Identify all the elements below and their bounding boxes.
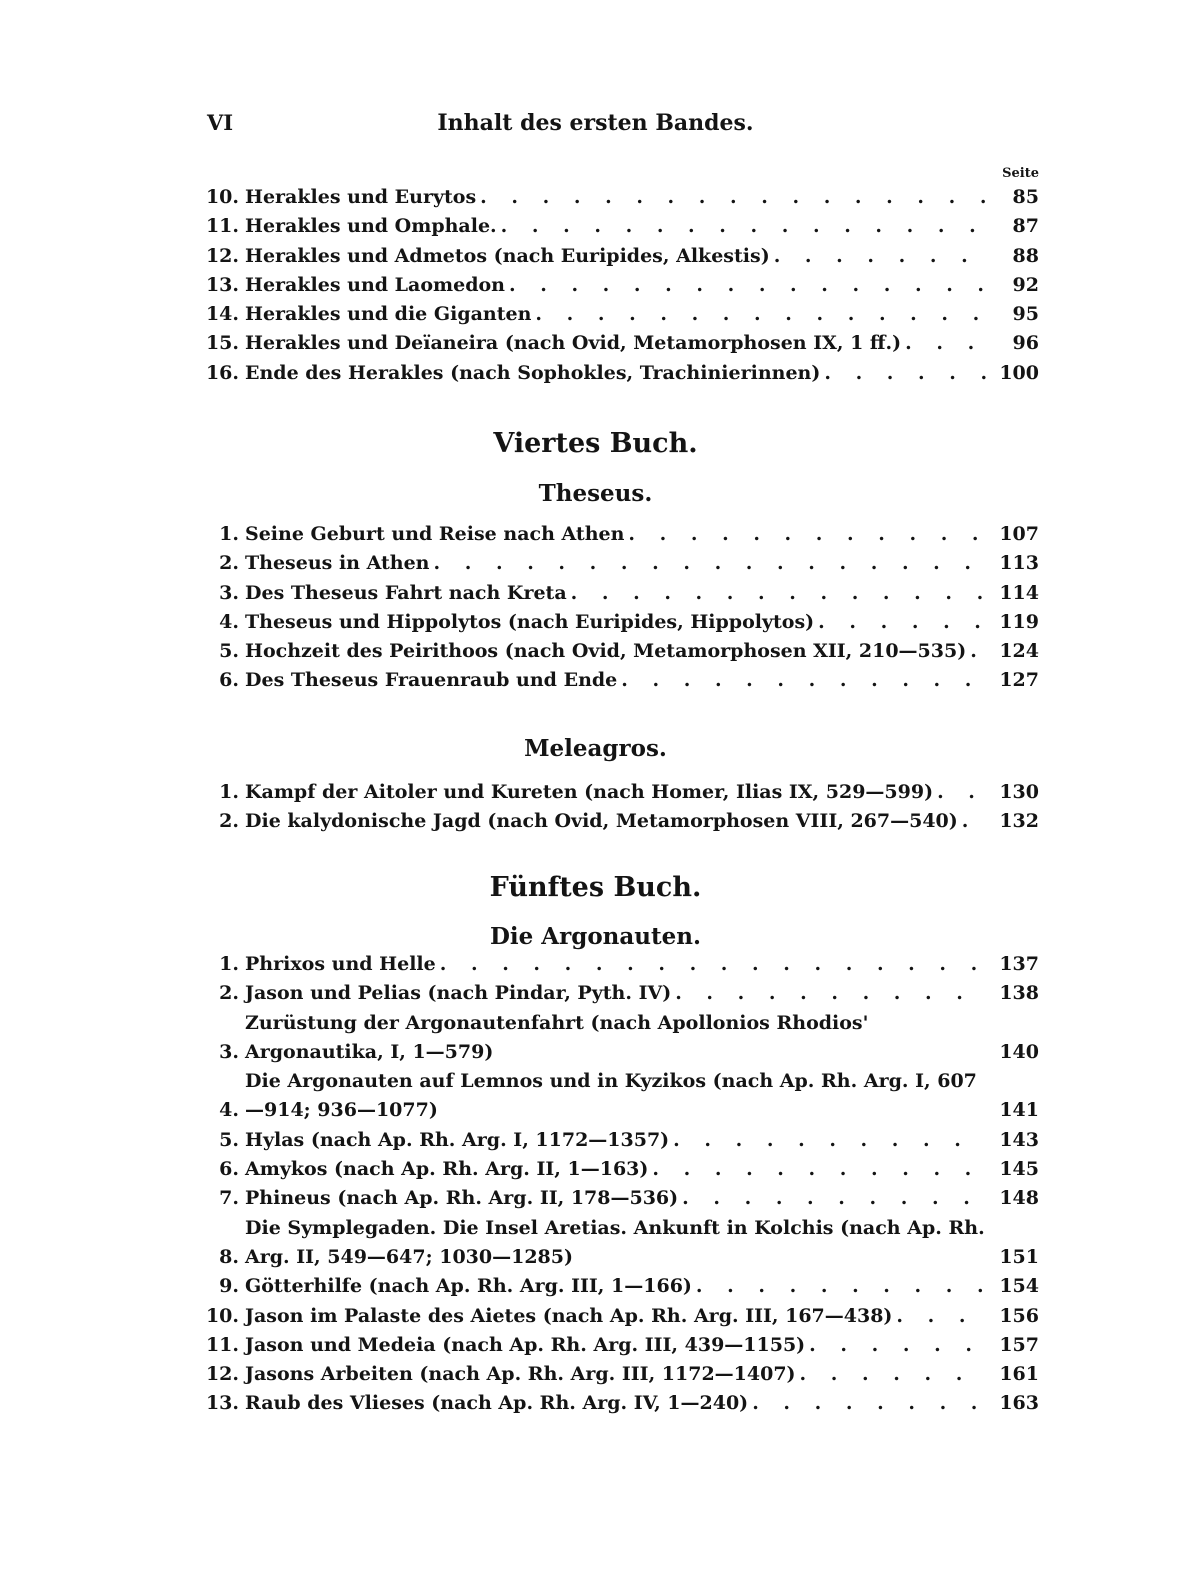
dot-leader (824, 359, 987, 388)
entry-body (245, 979, 991, 1008)
dot-leader (501, 212, 987, 241)
toc-entry (195, 1184, 1039, 1213)
entry-title: Die kalydonische Jagd (nach Ovid, Metamorphosen VIII, 267—540) (245, 810, 958, 833)
entry-title: Theseus in Athen (245, 552, 430, 575)
entry-page-number: 143 (999, 1128, 1039, 1151)
entry-title: Hylas (nach Ap. Rh. Arg. I, 1172—1357) (245, 1128, 670, 1151)
entry-number: 16. (205, 361, 239, 384)
entry-body (245, 1360, 991, 1389)
toc-entry (195, 520, 1039, 549)
dot-leader (896, 1302, 987, 1331)
entry-title: Amykos (nach Ap. Rh. Arg. II, 1—163) (245, 1158, 649, 1181)
entry-page-number: 85 (1012, 186, 1039, 208)
entry-body (245, 1389, 991, 1418)
entry-body (245, 242, 991, 271)
entry-number: 13. (205, 273, 239, 296)
entry-body (245, 1009, 991, 1068)
entry-title: Raub des Vlieses (nach Ap. Rh. Arg. IV, 1—240) (245, 1392, 749, 1415)
toc-entry (195, 271, 1039, 300)
toc-argonauten (195, 950, 1039, 1419)
toc-entry (195, 1214, 1039, 1273)
entry-number: 1. (219, 781, 239, 803)
entry-title: Herakles und die Giganten (245, 303, 532, 326)
entry-body (245, 359, 991, 388)
dot-leader (434, 549, 988, 578)
entry-body (245, 300, 991, 329)
section-heading-meleagros: Meleagros. (524, 735, 667, 762)
entry-body (245, 608, 991, 637)
entry-page-number: 124 (999, 640, 1039, 663)
entry-page-number: 92 (1012, 273, 1039, 296)
entry-page-number: 141 (999, 1099, 1039, 1122)
entry-body (245, 271, 991, 300)
entry-page-number: 138 (999, 982, 1039, 1005)
dot-leader (509, 271, 987, 300)
entry-body (245, 520, 991, 549)
entry-number: 5. (219, 1128, 239, 1151)
entry-page-number: 114 (999, 581, 1039, 604)
section-heading-argonauten: Die Argonauten. (489, 923, 702, 950)
toc-entry (195, 183, 1039, 212)
entry-page-number: 140 (999, 1040, 1039, 1063)
entry-body (245, 1067, 991, 1126)
entry-number: 3. (219, 581, 239, 604)
entry-number: 12. (205, 244, 239, 267)
toc-entry (195, 242, 1039, 271)
dot-leader (800, 1360, 987, 1389)
entry-page-number: 113 (999, 552, 1039, 575)
toc-entry (195, 1302, 1039, 1331)
entry-page-number: 132 (999, 810, 1039, 833)
book-heading-4: Viertes Buch. (493, 428, 698, 459)
entry-page-number: 107 (999, 523, 1039, 545)
dot-leader (818, 608, 987, 637)
entry-title: Herakles und Laomedon (245, 273, 505, 296)
toc-entry (195, 1272, 1039, 1301)
entry-body (245, 637, 991, 666)
toc-entry (195, 608, 1039, 637)
entry-title: Seine Geburt und Reise nach Athen (245, 523, 625, 545)
entry-body (245, 1214, 991, 1273)
toc-entry (195, 637, 1039, 666)
entry-body (245, 1184, 991, 1213)
entry-title: Kampf der Aitoler und Kureten (nach Homer, Ilias IX, 529—599) (245, 781, 934, 803)
entry-number: 10. (205, 1304, 239, 1327)
entry-title: Theseus und Hippolytos (nach Euripides, Hippolytos) (245, 610, 815, 633)
toc-entry (195, 359, 1039, 388)
entry-body (245, 1126, 991, 1155)
entry-title: Herakles und Deïaneira (nach Ovid, Metamorphosen IX, 1 ff.) (245, 332, 902, 355)
entry-number: 8. (219, 1245, 239, 1268)
entry-number: 4. (219, 610, 239, 633)
entry-page-number: 100 (999, 361, 1039, 384)
entry-body (245, 1331, 991, 1360)
entry-page-number: 96 (1012, 332, 1039, 355)
running-title: Inhalt des ersten Bandes. (437, 110, 754, 136)
dot-leader (628, 520, 987, 549)
page-header (0, 110, 1191, 144)
entry-number: 14. (205, 303, 239, 326)
toc-entry (195, 1009, 1039, 1068)
dot-leader (440, 950, 987, 979)
entry-number: 15. (205, 332, 239, 355)
entry-title: Hochzeit des Peirithoos (nach Ovid, Metamorphosen XII, 210—535) (245, 640, 967, 663)
entry-body (245, 549, 991, 578)
toc-entry (195, 1360, 1039, 1389)
entry-body (245, 950, 991, 979)
dot-leader (696, 1272, 987, 1301)
toc-theseus (195, 520, 1039, 696)
entry-body (245, 1272, 991, 1301)
entry-page-number: 137 (999, 953, 1039, 975)
toc-entry (195, 807, 1039, 836)
toc-entry (195, 666, 1039, 695)
entry-page-number: 130 (999, 781, 1039, 803)
entry-title: Phrixos und Helle (245, 953, 436, 975)
entry-number: 11. (205, 215, 239, 238)
entry-body (245, 1302, 991, 1331)
entry-number: 10. (205, 186, 239, 208)
dot-leader (652, 1155, 987, 1184)
page-number: VI (207, 110, 234, 135)
toc-entry (195, 300, 1039, 329)
entry-body (245, 579, 991, 608)
dot-leader (752, 1389, 987, 1418)
toc-entry (195, 212, 1039, 241)
entry-title: Des Theseus Frauenraub und Ende (245, 669, 618, 692)
entry-title: Herakles und Eurytos (245, 186, 477, 208)
entry-page-number: 156 (999, 1304, 1039, 1327)
entry-body (245, 778, 991, 807)
page-column-label: Seite (1002, 166, 1039, 181)
dot-leader (774, 242, 987, 271)
toc-entry (195, 950, 1039, 979)
entry-body (245, 329, 991, 358)
entry-title: Zurüstung der Argonautenfahrt (nach Apollonios Rhodios' Argonautika, I, 1—579) (245, 1011, 869, 1063)
entry-body (245, 666, 991, 695)
entry-title: Jason und Pelias (nach Pindar, Pyth. IV) (245, 982, 672, 1005)
entry-page-number: 161 (999, 1363, 1039, 1386)
toc-meleagros (195, 778, 1039, 837)
toc-entry (195, 778, 1039, 807)
entry-title: Phineus (nach Ap. Rh. Arg. II, 178—536) (245, 1187, 679, 1210)
toc-herakles (195, 183, 1039, 388)
entry-number: 5. (219, 640, 239, 663)
entry-body (245, 212, 991, 241)
entry-number: 1. (219, 523, 239, 545)
entry-number: 2. (219, 982, 239, 1005)
toc-entry (195, 549, 1039, 578)
entry-page-number: 88 (1012, 244, 1039, 267)
entry-number: 4. (219, 1099, 239, 1122)
section-heading-theseus: Theseus. (538, 480, 653, 507)
entry-number: 6. (219, 669, 239, 692)
entry-number: 11. (205, 1333, 239, 1356)
entry-number: 9. (219, 1275, 239, 1298)
entry-body (245, 807, 991, 836)
dot-leader (673, 1126, 987, 1155)
entry-page-number: 157 (999, 1333, 1039, 1356)
entry-title: Des Theseus Fahrt nach Kreta (245, 581, 567, 604)
toc-entry (195, 1067, 1039, 1126)
book-heading-5: Fünftes Buch. (489, 872, 702, 903)
entry-page-number: 87 (1012, 215, 1039, 238)
entry-page-number: 119 (999, 610, 1039, 633)
dot-leader (480, 183, 987, 212)
entry-title: Herakles und Omphale. (245, 215, 497, 238)
entry-title: Jasons Arbeiten (nach Ap. Rh. Arg. III, 1172—1407) (245, 1363, 796, 1386)
entry-page-number: 145 (999, 1158, 1039, 1181)
toc-entry (195, 579, 1039, 608)
entry-title: Jason im Palaste des Aietes (nach Ap. Rh. Arg. III, 167—438) (245, 1304, 893, 1327)
entry-title: Ende des Herakles (nach Sophokles, Trachinierinnen) (245, 361, 821, 384)
dot-leader (970, 637, 987, 666)
entry-number: 2. (219, 810, 239, 833)
dot-leader (621, 666, 987, 695)
toc-entry (195, 1389, 1039, 1418)
entry-page-number: 163 (999, 1392, 1039, 1415)
toc-entry (195, 979, 1039, 1008)
entry-page-number: 127 (999, 669, 1039, 692)
entry-number: 12. (205, 1363, 239, 1386)
entry-body (245, 183, 991, 212)
entry-title: Götterhilfe (nach Ap. Rh. Arg. III, 1—166) (245, 1275, 692, 1298)
toc-entry (195, 329, 1039, 358)
toc-entry (195, 1126, 1039, 1155)
entry-page-number: 148 (999, 1187, 1039, 1210)
dot-leader (675, 979, 987, 1008)
dot-leader (937, 778, 987, 807)
entry-number: 1. (219, 953, 239, 975)
entry-title: Herakles und Admetos (nach Euripides, Alkestis) (245, 244, 770, 267)
dot-leader (809, 1331, 987, 1360)
entry-number: 13. (205, 1392, 239, 1415)
toc-entry (195, 1331, 1039, 1360)
dot-leader (535, 300, 987, 329)
dot-leader (905, 329, 987, 358)
dot-leader (571, 579, 987, 608)
entry-page-number: 154 (999, 1275, 1039, 1298)
entry-number: 2. (219, 552, 239, 575)
entry-title: Die Argonauten auf Lemnos und in Kyzikos (nach Ap. Rh. Arg. I, 607—914; 936—1077) (245, 1070, 977, 1122)
entry-page-number: 95 (1012, 303, 1039, 326)
entry-number: 7. (219, 1187, 239, 1210)
toc-entry (195, 1155, 1039, 1184)
entry-number: 3. (219, 1040, 239, 1063)
entry-page-number: 151 (999, 1245, 1039, 1268)
entry-body (245, 1155, 991, 1184)
entry-title: Jason und Medeia (nach Ap. Rh. Arg. III, 439—1155) (245, 1333, 806, 1356)
entry-title: Die Symplegaden. Die Insel Aretias. Ankunft in Kolchis (nach Ap. Rh. Arg. II, 549—647; 1030—1285) (245, 1216, 985, 1268)
dot-leader (962, 807, 987, 836)
dot-leader (682, 1184, 987, 1213)
entry-number: 6. (219, 1158, 239, 1181)
